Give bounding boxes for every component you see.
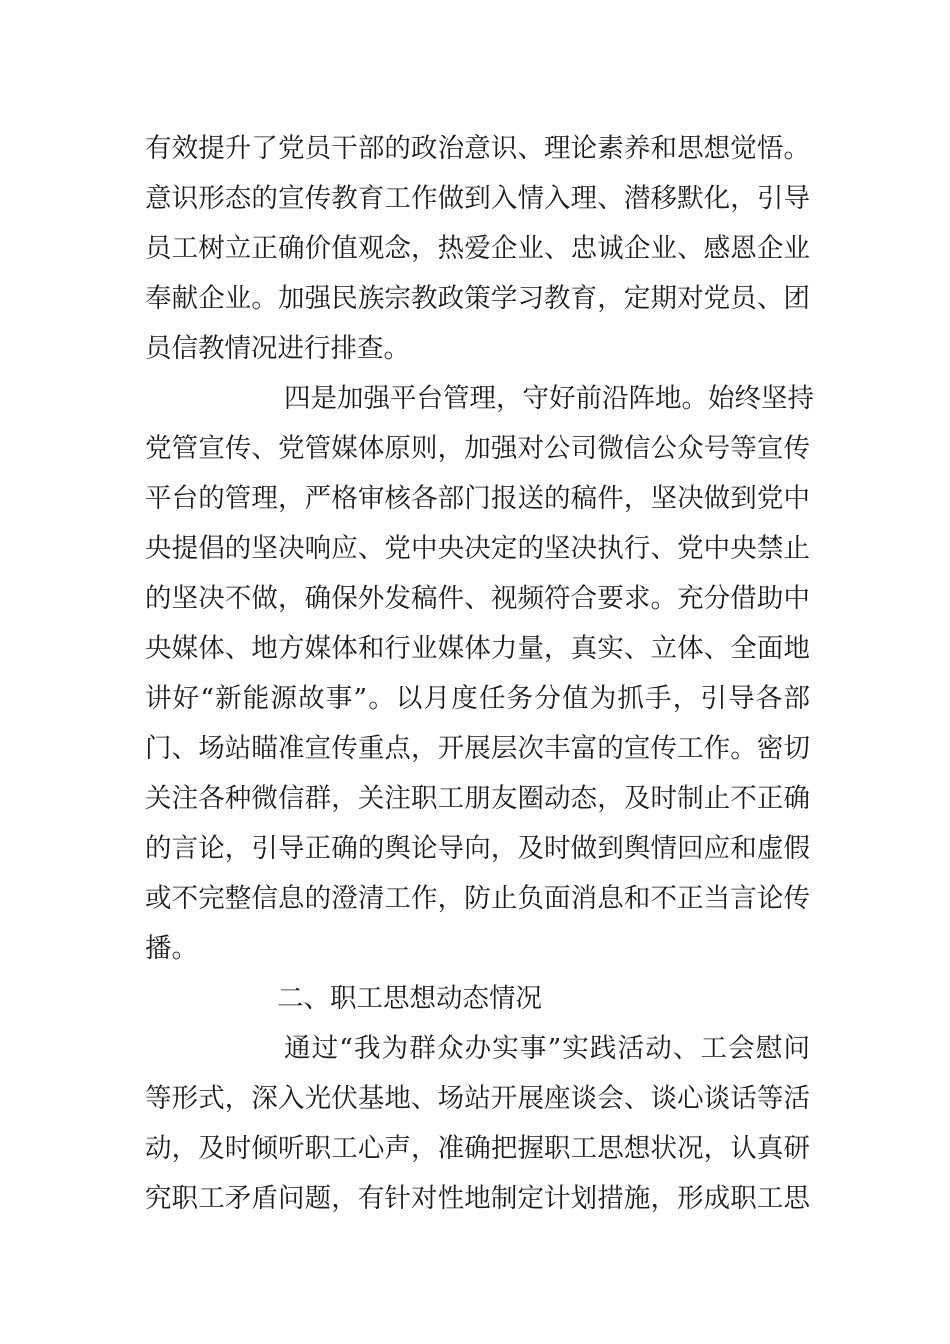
text-line: 的坚决不做，确保外发稿件、视频符合要求。充分借助中 (145, 583, 810, 614)
text-line: 奉献企业。加强民族宗教政策学习教育，定期对党员、团 (145, 283, 810, 314)
text-line: 意识形态的宣传教育工作做到入情入理、潜移默化，引导 (145, 183, 810, 214)
text-line: 有效提升了党员干部的政治意识、理论素养和思想觉悟。 (145, 133, 810, 164)
text-line: 动，及时倾听职工心声，准确把握职工思想状况，认真研 (145, 1133, 810, 1164)
text-line: 央媒体、地方媒体和行业媒体力量，真实、立体、全面地 (145, 633, 810, 664)
text-line: 播。 (145, 933, 198, 964)
text-line: 平台的管理，严格审核各部门报送的稿件，坚决做到党中 (145, 483, 810, 514)
text-line: 员工树立正确价值观念，热爱企业、忠诚企业、感恩企业 (145, 233, 810, 264)
text-line: 的言论，引导正确的舆论导向，及时做到舆情回应和虚假 (145, 833, 810, 864)
text-line: 讲好“新能源故事”。以月度任务分值为抓手，引导各部 (145, 683, 810, 714)
paragraph-start-line: 通过“我为群众办实事”实践活动、工会慰问 (284, 1033, 810, 1064)
text-line: 党管宣传、党管媒体原则，加强对公司微信公众号等宣传 (145, 433, 810, 464)
text-line: 员信教情况进行排查。 (145, 333, 410, 364)
text-line: 门、场站瞄准宣传重点，开展层次丰富的宣传工作。密切 (145, 733, 810, 764)
text-line: 等形式，深入光伏基地、场站开展座谈会、谈心谈话等活 (145, 1083, 810, 1114)
text-line: 究职工矛盾问题，有针对性地制定计划措施，形成职工思 (145, 1183, 810, 1214)
text-line: 央提倡的坚决响应、党中央决定的坚决执行、党中央禁止 (145, 533, 810, 564)
text-line: 关注各种微信群，关注职工朋友圈动态，及时制止不正确 (145, 783, 810, 814)
paragraph-start-line: 四是加强平台管理，守好前沿阵地。始终坚持 (284, 383, 814, 414)
section-heading: 二、职工思想动态情况 (277, 983, 542, 1014)
text-line: 或不完整信息的澄清工作，防止负面消息和不正当言论传 (145, 883, 810, 914)
